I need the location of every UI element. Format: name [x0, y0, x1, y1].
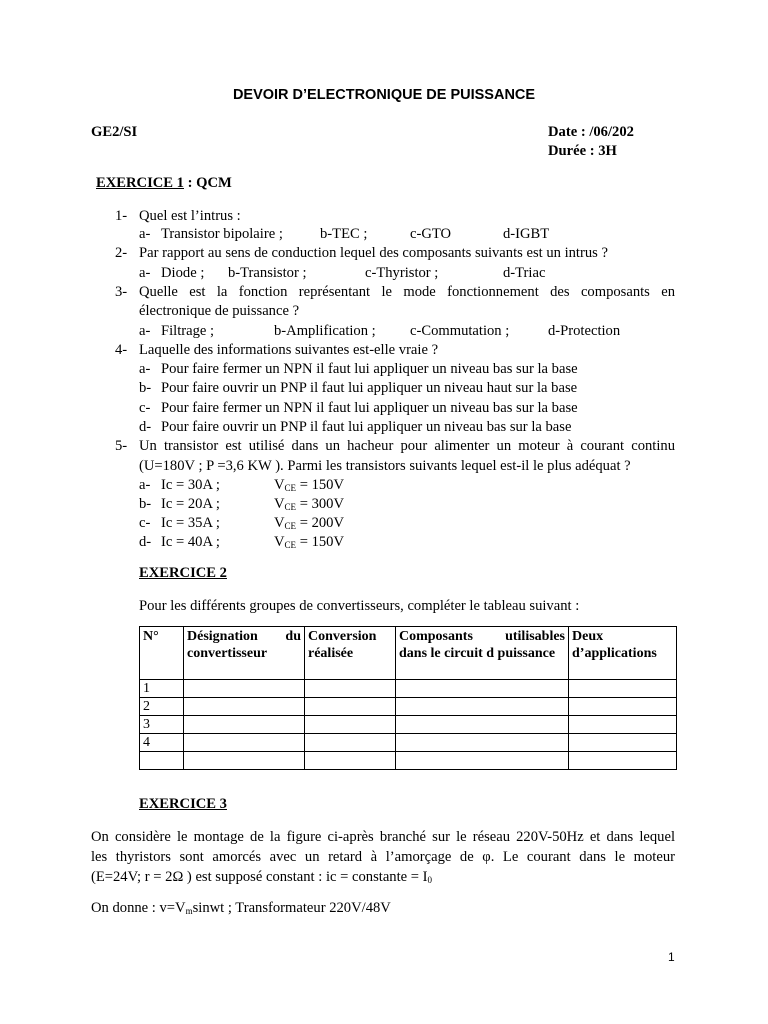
q1-option-d: d-IGBT: [503, 226, 550, 242]
table-cell[interactable]: [569, 752, 677, 770]
q3-text-line1: Quelle est la fonction représentant le mode fonctionnement des composants en: [139, 284, 675, 300]
q5-number: 5-: [115, 438, 128, 454]
table-row: [140, 680, 677, 698]
q4-text: Laquelle des informations suivantes est-elle vraie ?: [139, 342, 439, 358]
q4-option-a: Pour faire fermer un NPN il faut lui appliquer un niveau bas sur la base: [161, 361, 578, 377]
table-cell[interactable]: [396, 698, 569, 716]
converter-table: [139, 626, 677, 770]
table-cell[interactable]: [569, 716, 677, 734]
q3-option-d: d-Protection: [548, 323, 621, 339]
q5-option-d-letter: d-: [139, 534, 152, 550]
class-label: GE2/SI: [91, 124, 138, 140]
exercise-2-heading: EXERCICE 2: [139, 565, 227, 581]
q5-option-b-letter: b-: [139, 496, 152, 512]
table-row: [140, 752, 677, 770]
duration-label: Durée : 3H: [548, 143, 617, 159]
table-header-components: Composants utilisables dans le circuit d puissance: [396, 627, 569, 680]
q5-option-b-ic: Ic = 20A ;: [161, 496, 220, 512]
table-header-number: N°: [140, 627, 184, 680]
table-header-designation: Désignation du convertisseur: [184, 627, 305, 680]
q5-option-c-letter: c-: [139, 515, 151, 531]
table-cell-number: 4: [140, 734, 184, 752]
q4-number: 4-: [115, 342, 128, 358]
q5-option-d-vce: $V_{CE} = 150V$: [274, 534, 345, 550]
table-cell[interactable]: [396, 734, 569, 752]
table-cell[interactable]: [184, 716, 305, 734]
table-cell[interactable]: [184, 680, 305, 698]
q2-number: 2-: [115, 245, 128, 261]
q3-option-a-letter: a-: [139, 323, 151, 339]
table-cell-number: 3: [140, 716, 184, 734]
table-cell[interactable]: [184, 698, 305, 716]
table-cell-number: 2: [140, 698, 184, 716]
table-cell[interactable]: [184, 734, 305, 752]
q2-option-b: b-Transistor ;: [228, 265, 307, 281]
q3-text-line2: électronique de puissance ?: [139, 303, 300, 319]
q4-option-b: Pour faire ouvrir un PNP il faut lui appliquer un niveau haut sur la base: [161, 380, 578, 396]
q1-option-a: Transistor bipolaire ;: [161, 226, 283, 242]
q1-text: Quel est l’intrus :: [139, 208, 241, 224]
table-cell[interactable]: [396, 752, 569, 770]
table-row: [140, 716, 677, 734]
table-cell[interactable]: [305, 734, 396, 752]
q5-option-b-vce: $V_{CE} = 300V$: [274, 496, 345, 512]
page-number: 1: [668, 950, 675, 964]
table-cell[interactable]: [305, 752, 396, 770]
table-cell[interactable]: [569, 734, 677, 752]
table-cell[interactable]: [569, 680, 677, 698]
q4-option-d: Pour faire ouvrir un PNP il faut lui appliquer un niveau bas sur la base: [161, 419, 572, 435]
table-cell[interactable]: [305, 716, 396, 734]
exercise-3-paragraph-line3: (E=24V; r = 2Ω ) est supposé constant : ic = constante = $I_0$: [91, 869, 433, 885]
exercise-3-heading: EXERCICE 3: [139, 796, 227, 812]
q5-option-a-letter: a-: [139, 477, 151, 493]
q5-text-line2: (U=180V ; P =3,6 KW ). Parmi les transistors suivants lequel est-il le plus adéquat ?: [139, 458, 631, 474]
q1-option-a-letter: a-: [139, 226, 151, 242]
table-cell[interactable]: [569, 698, 677, 716]
exercise-2-intro: Pour les différents groupes de convertisseurs, compléter le tableau suivant :: [139, 598, 580, 614]
table-row: [140, 698, 677, 716]
q3-option-a: Filtrage ;: [161, 323, 215, 339]
q5-option-c-ic: Ic = 35A ;: [161, 515, 220, 531]
table-cell[interactable]: [305, 680, 396, 698]
q2-option-a: Diode ;: [161, 265, 205, 281]
table-header-conversion: Conversion réalisée: [305, 627, 396, 680]
q3-option-b: b-Amplification ;: [274, 323, 376, 339]
q3-option-c: c-Commutation ;: [410, 323, 510, 339]
exercise-1-heading: EXERCICE 1 : QCM: [96, 175, 232, 191]
exercise-3-paragraph-line1: On considère le montage de la figure ci-après branché sur le réseau 220V-50Hz et dans lequel: [91, 829, 675, 845]
q5-option-d-ic: Ic = 40A ;: [161, 534, 220, 550]
table-cell[interactable]: [305, 698, 396, 716]
q5-option-c-vce: $V_{CE} = 200V$: [274, 515, 345, 531]
q4-option-c-letter: c-: [139, 400, 151, 416]
q4-option-c: Pour faire fermer un NPN il faut lui appliquer un niveau bas sur la base: [161, 400, 578, 416]
q5-option-a-ic: Ic = 30A ;: [161, 477, 220, 493]
q2-text: Par rapport au sens de conduction lequel des composants suivants est un intrus ?: [139, 245, 608, 261]
table-cell[interactable]: [396, 716, 569, 734]
q2-option-a-letter: a-: [139, 265, 151, 281]
q4-option-d-letter: d-: [139, 419, 152, 435]
table-cell[interactable]: [396, 680, 569, 698]
table-row: [140, 734, 677, 752]
table-cell-number: [140, 752, 184, 770]
q1-number: 1-: [115, 208, 128, 224]
q1-option-c: c-GTO: [410, 226, 452, 242]
q5-text-line1: Un transistor est utilisé dans un hacheur pour alimenter un moteur à courant continu: [139, 438, 675, 454]
q5-option-a-vce: $V_{CE} = 150V$: [274, 477, 345, 493]
q2-option-c: c-Thyristor ;: [365, 265, 439, 281]
q3-number: 3-: [115, 284, 128, 300]
table-header-applications: Deux d’applications: [569, 627, 677, 680]
q4-option-b-letter: b-: [139, 380, 152, 396]
q1-option-b: b-TEC ;: [320, 226, 368, 242]
page-title: DEVOIR D’ELECTRONIQUE DE PUISSANCE: [232, 87, 536, 103]
exercise-3-given: On donne : $v=V_msinwt$ ; Transformateur 220V/48V: [91, 900, 391, 916]
table-cell[interactable]: [184, 752, 305, 770]
q2-option-d: d-Triac: [503, 265, 546, 281]
table-header-row: [140, 627, 677, 680]
exercise-3-paragraph-line2: les thyristors sont amorcés avec un retard à l’amorçage de φ. Le courant dans le moteur: [91, 849, 675, 865]
q4-option-a-letter: a-: [139, 361, 151, 377]
date-label: Date : /06/202: [548, 124, 634, 140]
table-cell-number: 1: [140, 680, 184, 698]
